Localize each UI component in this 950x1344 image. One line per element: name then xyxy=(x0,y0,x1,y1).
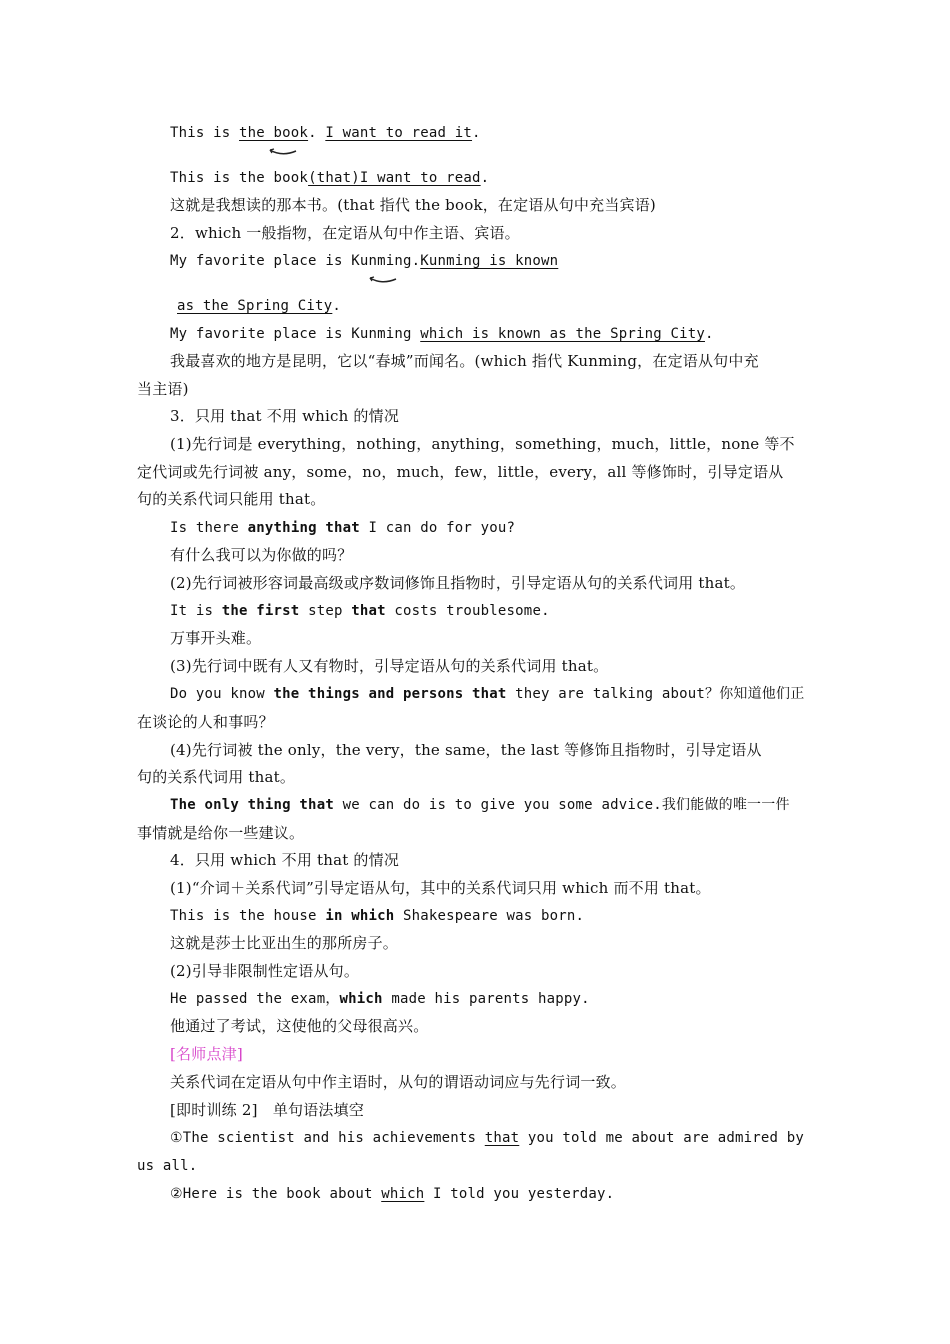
bold-phrase: which xyxy=(339,991,383,1007)
practice-question-1 xyxy=(170,1128,804,1148)
rule-text: (2)引导非限制性定语从句。 xyxy=(170,962,360,980)
text: I can do for you? xyxy=(359,520,516,536)
bold-phrase: the things and persons that xyxy=(273,686,507,702)
text: It is xyxy=(170,603,222,619)
text: Is there xyxy=(170,520,248,536)
translation: 有什么我可以为你做的吗？ xyxy=(170,546,353,564)
rule-text: (2)先行词被形容词最高级或序数词修饰且指物时，引导定语从句的关系代词用 that。 xyxy=(170,574,746,592)
text: you told me about are admired by xyxy=(519,1130,805,1146)
practice-question-2 xyxy=(170,1184,614,1204)
translation: 这就是莎士比亚出生的那所房子。 xyxy=(170,934,399,952)
text: This is the house xyxy=(170,908,326,924)
translation-cont: 当主语) xyxy=(137,380,189,398)
bold-phrase: in which xyxy=(325,908,395,924)
answer-blank: that xyxy=(484,1130,520,1146)
text: . xyxy=(332,298,341,314)
section-title: 4．只用 which 不用 that 的情况 xyxy=(170,851,400,869)
example-sentence xyxy=(170,795,790,815)
example-sentence xyxy=(170,684,804,704)
bold-phrase: that xyxy=(351,603,386,619)
text: step xyxy=(299,603,352,619)
rule-text: 定代词或先行词被 any，some，no，much，few，little，every，all 等修饰时，引导定语从 xyxy=(137,463,784,481)
text: . xyxy=(704,326,714,342)
text: I told you yesterday. xyxy=(424,1186,615,1202)
text: . xyxy=(308,125,326,141)
translation: 这就是我想读的那本书。(that 指代 the book，在定语从句中充当宾语) xyxy=(170,196,656,214)
text: My favorite place is Kunming xyxy=(170,326,421,342)
translation: 我最喜欢的地方是昆明，它以“春城”而闻名。(which 指代 Kunming，在定语从句中充 xyxy=(170,352,759,370)
section-title: 2．which 一般指物，在定语从句中作主语、宾语。 xyxy=(170,224,520,242)
rule-text: 句的关系代词只能用 that。 xyxy=(137,490,326,508)
underlined-clause: Kunming is known xyxy=(420,253,559,269)
rule-text: (1)先行词是 everything，nothing，anything，something，much，little，none 等不 xyxy=(170,435,795,453)
example-sentence xyxy=(170,123,481,143)
text: . xyxy=(472,125,481,141)
underlined-clause: as the Spring City xyxy=(177,298,333,314)
rule-text: 句的关系代词用 that。 xyxy=(137,768,296,786)
text: My favorite place is Kunming. xyxy=(170,253,421,269)
bold-phrase: the first xyxy=(221,603,300,619)
underlined-antecedent: the book xyxy=(239,125,309,141)
link-arrow-icon xyxy=(368,276,398,286)
underlined-clause: I want to read it xyxy=(325,125,473,141)
answer-blank: which xyxy=(381,1186,425,1202)
text: This is the book xyxy=(170,170,309,186)
example-sentence xyxy=(170,168,489,188)
link-arrow-icon xyxy=(268,148,298,158)
tip-label: [名师点津] xyxy=(170,1045,243,1063)
rule-text: (3)先行词中既有人又有物时，引导定语从句的关系代词用 that。 xyxy=(170,657,609,675)
example-sentence xyxy=(170,518,515,538)
practice-title: [即时训练 2] 单句语法填空 xyxy=(170,1101,365,1119)
text: they are talking about？你知道他们正 xyxy=(506,686,805,702)
example-sentence xyxy=(170,601,550,621)
translation: 万事开头难。 xyxy=(170,629,262,647)
translation-cont: 在谈论的人和事吗？ xyxy=(137,713,274,731)
text: ①The scientist and his achievements xyxy=(170,1130,485,1146)
underlined-clause: (that)I want to read xyxy=(308,170,481,186)
practice-question-1-cont: us all. xyxy=(137,1158,198,1174)
rule-text: (1)“介词＋关系代词”引导定语从句，其中的关系代词只用 which 而不用 that。 xyxy=(170,879,711,897)
text: . xyxy=(480,170,490,186)
text: we can do is to give you some advice.我们能做的唯一一件 xyxy=(333,797,790,813)
example-sentence xyxy=(170,251,558,271)
bold-phrase: The only thing that xyxy=(170,797,334,813)
translation: 他通过了考试，这使他的父母很高兴。 xyxy=(170,1017,429,1035)
text: ②Here is the book about xyxy=(170,1186,382,1202)
example-sentence-cont xyxy=(177,296,341,316)
text: This is xyxy=(170,125,240,141)
underlined-clause: which is known as the Spring City xyxy=(420,326,705,342)
tip-text: 关系代词在定语从句中作主语时，从句的谓语动词应与先行词一致。 xyxy=(170,1073,627,1091)
translation-cont: 事情就是给你一些建议。 xyxy=(137,824,305,842)
bold-phrase: anything that xyxy=(247,520,360,536)
rule-text: (4)先行词被 the only，the very，the same，the last 等修饰且指物时，引导定语从 xyxy=(170,741,762,759)
text: Shakespeare was born. xyxy=(394,908,585,924)
text: He passed the exam， xyxy=(170,991,340,1007)
text: Do you know xyxy=(170,686,274,702)
example-sentence xyxy=(170,906,584,926)
example-sentence xyxy=(170,324,714,344)
section-title: 3．只用 that 不用 which 的情况 xyxy=(170,407,400,425)
text: made his parents happy. xyxy=(382,991,590,1007)
text: costs troublesome. xyxy=(385,603,550,619)
example-sentence xyxy=(170,989,590,1009)
